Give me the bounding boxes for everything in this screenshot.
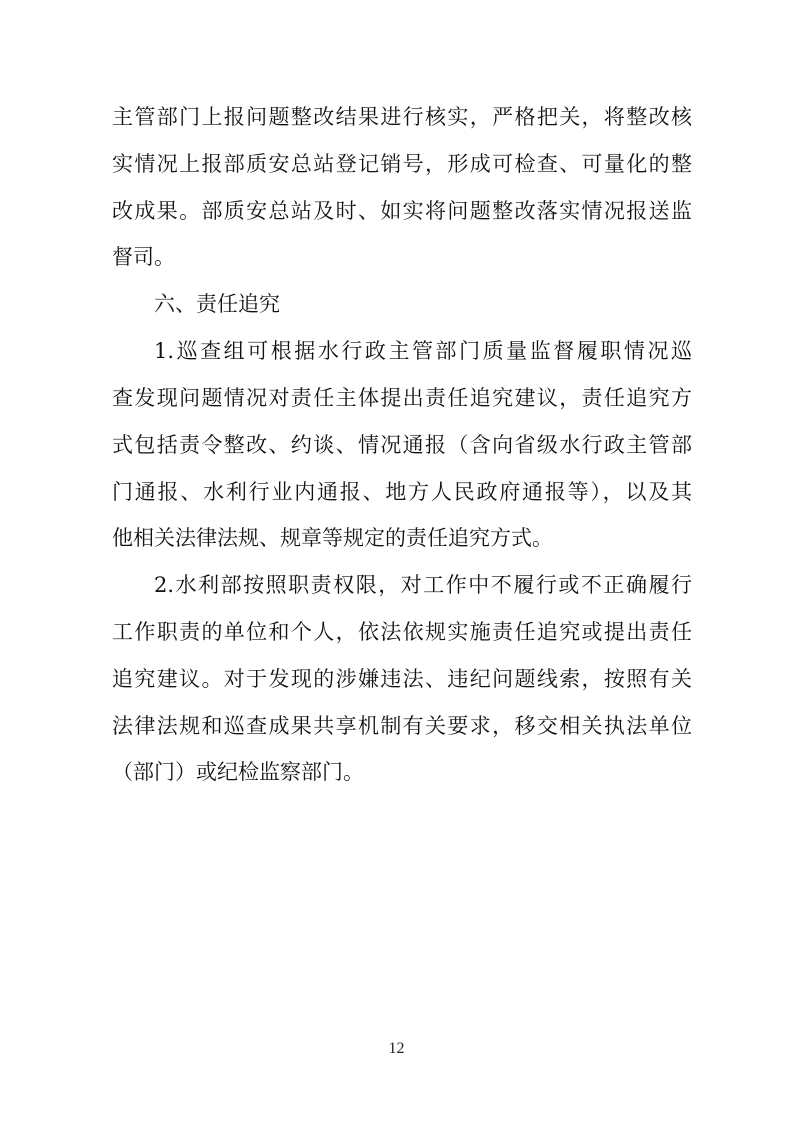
item1-line-2: 查发现问题情况对责任主体提出责任追究建议，责任追究方	[112, 386, 692, 410]
section-heading: 六、责任追究	[154, 292, 280, 316]
item2-line-1: 2.水利部按照职责权限，对工作中不履行或不正确履行	[154, 573, 692, 597]
intro-line-2: 实情况上报部质安总站登记销号，形成可检查、可量化的整	[112, 152, 692, 176]
item2-line-4: 法律法规和巡查成果共享机制有关要求，移交相关执法单位	[112, 714, 692, 738]
item1-line-3: 式包括责令整改、约谈、情况通报（含向省级水行政主管部	[112, 433, 692, 457]
intro-line-3: 改成果。部质安总站及时、如实将问题整改落实情况报送监	[112, 199, 692, 223]
item2-line-5: （部门）或纪检监察部门。	[112, 760, 364, 784]
page-number: 12	[388, 1040, 405, 1057]
intro-line-4: 督司。	[112, 245, 175, 269]
item1-line-1: 1.巡查组可根据水行政主管部门质量监督履职情况巡	[154, 339, 692, 363]
item1-line-4: 门通报、水利行业内通报、地方人民政府通报等），以及其	[112, 480, 692, 504]
item1-line-5: 他相关法律法规、规章等规定的责任追究方式。	[112, 526, 553, 550]
intro-line-1: 主管部门上报问题整改结果进行核实，严格把关，将整改核	[112, 105, 692, 129]
item2-line-3: 追究建议。对于发现的涉嫌违法、违纪问题线索，按照有关	[112, 667, 692, 691]
item2-line-2: 工作职责的单位和个人，依法依规实施责任追究或提出责任	[112, 620, 692, 644]
